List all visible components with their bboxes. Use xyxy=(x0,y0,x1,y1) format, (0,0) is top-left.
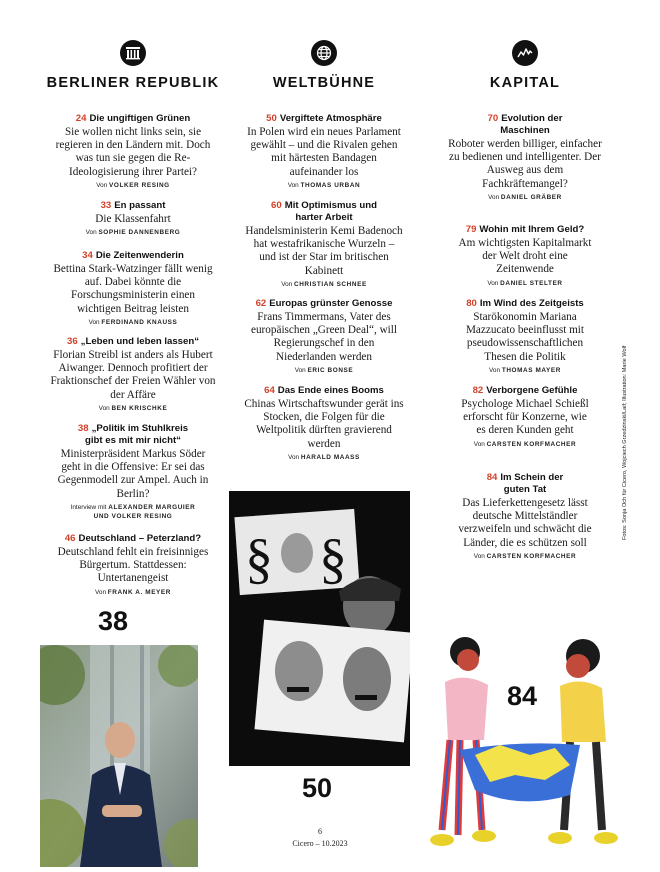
entry-headline: 33 En passant xyxy=(100,200,166,211)
entry-byline: Von CHRISTIAN SCHNEE xyxy=(281,280,367,288)
entry-headline: 46 Deutschland – Peterzland? xyxy=(64,533,202,544)
page-number: 64 xyxy=(264,385,275,396)
entry-byline: Von FRANK A. MEYER xyxy=(94,588,171,596)
entry-headline: 70 Evolution der Maschinen xyxy=(487,113,563,136)
entry-byline: Von FERDINAND KNAUSS xyxy=(88,318,178,326)
issue-line: Cicero – 10.2023 xyxy=(292,839,348,848)
page-number: 79 xyxy=(465,224,477,235)
entry-headline: 38 „Politik im Stuhlkreis gibt es mit mir nicht“ xyxy=(77,423,189,446)
entry-teaser: Frans Timmermans, Vater des europäischen „Green Deal“, will Regierungschef in den Niederlanden werden xyxy=(251,311,397,363)
entry-byline: Von VOLKER RESING xyxy=(96,181,170,189)
entry-headline: 84 Im Schein der guten Tat xyxy=(486,472,564,495)
entry-byline: Von CARSTEN KORFMACHER xyxy=(473,552,577,560)
page-number: 36 xyxy=(66,336,78,347)
entry-headline: 79 Wohin mit Ihrem Geld? xyxy=(465,224,585,235)
entry-byline: Von BEN KRISCHKE xyxy=(98,404,168,412)
svg-text:§: § xyxy=(245,528,273,590)
entry-teaser: Ministerpräsident Markus Söder geht in die Offensive: Er sei das Gegenmodell zur Ampel. Auch in Berlin? xyxy=(57,448,209,500)
toc-entry[interactable] xyxy=(244,200,404,289)
page-number: 80 xyxy=(466,298,477,309)
children-illustration[interactable] xyxy=(420,630,620,865)
entry-headline: 50 Vergiftete Atmosphäre xyxy=(266,113,382,124)
brandenburg-gate-icon xyxy=(120,40,146,66)
toc-entry[interactable] xyxy=(43,533,223,597)
page-number: 82 xyxy=(472,385,484,396)
section-weltbuehne xyxy=(244,40,404,480)
stock-chart-icon xyxy=(512,40,538,66)
entry-headline: 64 Das Ende eines Booms xyxy=(264,385,384,396)
entry-teaser: Roboter werden billiger, einfacher zu bedienen und intelligenter. Der Ausweg aus dem Fachkräftemangel? xyxy=(448,138,602,190)
toc-entry[interactable] xyxy=(43,200,223,237)
section-kapital xyxy=(430,40,620,580)
portrait-photo[interactable] xyxy=(40,645,198,867)
entry-headline: 60 Mit Optimismus und harter Arbeit xyxy=(271,200,377,223)
entry-teaser: In Polen wird ein neues Parlament gewählt – und die Rivalen gehen mit härtesten Bandagen aufeinander los xyxy=(247,126,401,178)
globe-icon xyxy=(311,40,337,66)
page-ref-number: 84 xyxy=(507,681,538,711)
entry-byline: Von THOMAS MAYER xyxy=(489,366,561,374)
entry-teaser: Starökonomin Mariana Mazzucato beeinflusst mit pseudowissenschaftlichen Thesen die Politik xyxy=(465,311,585,363)
section-title: BERLINER REPUBLIK xyxy=(46,75,220,91)
toc-entry[interactable] xyxy=(244,113,404,190)
page-number: 84 xyxy=(486,472,498,483)
page-number: 24 xyxy=(75,113,87,124)
page-number: 33 xyxy=(100,200,112,211)
entry-teaser: Psychologe Michael Schießl erforscht für Konzerne, wie es deren Kunden geht xyxy=(461,398,589,437)
entry-byline: Von ERIC BONSE xyxy=(294,366,354,374)
toc-entry[interactable] xyxy=(430,385,620,449)
entry-headline: 24 Die ungiftigen Grünen xyxy=(75,113,191,124)
entry-teaser: Sie wollen nicht links sein, sie regieren in den Ländern mit. Doch was tun sie gegen die Re-Ideologisierung ihrer Partei? xyxy=(55,126,211,178)
toc-entry[interactable] xyxy=(43,336,223,413)
entry-byline: Von HARALD MAASS xyxy=(288,453,360,461)
toc-entry[interactable] xyxy=(43,250,223,327)
toc-entry[interactable] xyxy=(43,113,223,190)
entry-byline: Von SOPHIE DANNENBERG xyxy=(85,229,181,237)
entry-headline: 36 „Leben und leben lassen“ xyxy=(66,336,200,347)
entry-byline: Von DANIEL STELTER xyxy=(487,279,563,287)
toc-entry[interactable] xyxy=(430,298,620,375)
page-ref-number: 38 xyxy=(98,606,129,636)
toc-entry[interactable] xyxy=(43,423,223,521)
section-berliner-republik xyxy=(43,40,223,600)
entry-teaser: Das Lieferkettengesetz lässt deutsche Mittelständler verzweifeln und schwächt die Länder, die es schützen soll xyxy=(458,497,592,549)
entry-teaser: Florian Streibl ist anders als Hubert Aiwanger. Dennoch profitiert der Fraktionschef der Freien Wähler von der Affäre xyxy=(50,349,216,401)
entry-byline: Von THOMAS URBAN xyxy=(287,181,361,189)
page-ref-number: 50 xyxy=(302,773,333,803)
toc-entry[interactable] xyxy=(244,385,404,462)
toc-entry[interactable] xyxy=(244,298,404,375)
entry-teaser: Bettina Stark-Watzinger fällt wenig auf. Dabei könnte die Forschungsministerin einen wichtigen Beitrag leisten xyxy=(53,263,213,315)
entry-teaser: Die Klassenfahrt xyxy=(95,213,171,225)
entry-teaser: Deutschland fehlt ein freisinniges Bürgertum. Stattdessen: Untertanengeist xyxy=(57,546,209,585)
page-number: 62 xyxy=(255,298,267,309)
page-number: 34 xyxy=(82,250,93,261)
page-number: 50 xyxy=(266,113,277,124)
protest-photo[interactable] xyxy=(229,491,410,766)
entry-headline: 62 Europas grünster Genosse xyxy=(255,298,393,309)
section-title: WELTBÜHNE xyxy=(272,75,376,91)
entry-byline: Von DANIEL GRÄBER xyxy=(488,193,562,201)
photo-credit: Fotos: Sonja Och für Cicero, Wojciech Grzedzinski/Laif; Illustration: Marie Wolf xyxy=(622,345,628,540)
page-number: 60 xyxy=(271,200,282,211)
entry-byline: Von CARSTEN KORFMACHER xyxy=(473,440,577,448)
entry-teaser: Am wichtigsten Kapitalmarkt der Welt droht eine Zeitenwende xyxy=(458,237,592,276)
page-number: 46 xyxy=(64,533,76,544)
entry-teaser: Chinas Wirtschaftswunder gerät ins Stocken, die Folgen für die Weltpolitik dürften gravierend werden xyxy=(244,398,404,450)
section-title: KAPITAL xyxy=(489,75,561,91)
entry-byline: Interview mit ALEXANDER MARGUIER UND VOLKER RESING xyxy=(70,503,196,520)
entry-teaser: Handelsministerin Kemi Badenoch hat westafrikanische Wurzeln – und ist der Star im britischen Kabinett xyxy=(245,225,403,277)
page-number: 38 xyxy=(77,423,89,434)
toc-entry[interactable] xyxy=(430,472,620,561)
folio-page-number: 6 xyxy=(318,827,322,836)
entry-headline: 82 Verborgene Gefühle xyxy=(472,385,578,396)
entry-headline: 80 Im Wind des Zeitgeists xyxy=(466,298,584,309)
page-number: 70 xyxy=(487,113,499,124)
entry-headline: 34 Die Zeitenwenderin xyxy=(82,250,184,261)
toc-entry[interactable] xyxy=(430,224,620,288)
toc-entry[interactable] xyxy=(430,113,620,202)
svg-text:§: § xyxy=(319,528,347,590)
